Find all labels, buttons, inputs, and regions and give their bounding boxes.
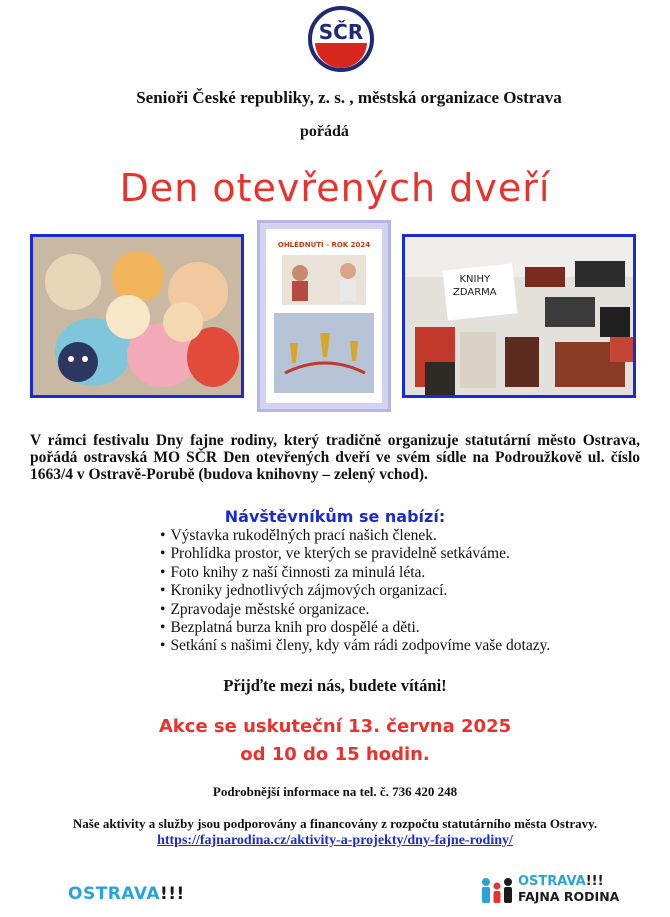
list-item: • Bezplatná burza knih pro dospělé a děti. xyxy=(160,619,550,637)
presents-label: pořádá xyxy=(300,123,349,140)
booklet-caption: OHLÉDNUTÍ - ROK 2024 xyxy=(277,241,371,249)
list-item: • Zpravodaje městské organizace. xyxy=(160,601,550,619)
festival-link[interactable]: https://fajnarodina.cz/aktivity-a-projekty/dny-fajne-rodiny/ xyxy=(157,833,513,848)
photo-booklet xyxy=(257,220,391,412)
welcome-text: Přijďte mezi nás, budete vítáni! xyxy=(223,676,447,695)
ostrava-logo: OSTRAVA!!! xyxy=(68,884,185,904)
list-item: • Prohlídka prostor, ve kterých se pravidelně setkáváme. xyxy=(160,545,550,563)
offer-heading: Návštěvníkům se nabízí: xyxy=(224,507,446,526)
organization-name: Senioři České republiky, z. s. , městská organizace Ostrava xyxy=(136,88,562,107)
photo-free-books xyxy=(402,234,636,398)
support-note: Naše aktivity a služby jsou podporovány a financovány z rozpočtu statutárního města Ostravy. xyxy=(72,816,598,831)
list-item: • Kroniky jednotlivých zájmových organizací. xyxy=(160,582,550,600)
list-item: • Foto knihy z naší činnosti za minulá léta. xyxy=(160,564,550,582)
fajna-logo-subtitle: FAJNA RODINA xyxy=(518,889,620,904)
event-date: Akce se uskuteční 13. června 2025 xyxy=(158,716,512,737)
list-item: • Setkání s našimi členy, kdy vám rádi zodpovíme vaše dotazy. xyxy=(160,637,550,655)
logo-letters: SČR xyxy=(318,20,364,44)
event-time: od 10 do 15 hodin. xyxy=(240,744,430,765)
photo-crochet-toys xyxy=(30,234,244,398)
fajna-logo-word: OSTRAVA!!! xyxy=(518,874,604,889)
event-title: Den otevřených dveří xyxy=(119,166,551,210)
contact-info: Podrobnější informace na tel. č. 736 420 248 xyxy=(212,784,458,799)
intro-paragraph: V rámci festivalu Dny fajne rodiny, který tradičně organizuje statutární město Ostrava, pořádá ostravská MO SČR Den otevřených dveří ve svém sídle na Podroužkově ul. číslo 1663/4 v Ostravě-Porubě (budova knihovny – zelený vchod). xyxy=(30,432,640,483)
free-books-sign: KNIHY ZDARMA xyxy=(453,274,497,298)
offer-list xyxy=(160,527,550,656)
scr-logo xyxy=(308,6,374,72)
family-icon xyxy=(480,876,514,906)
list-item: • Výstavka rukodělných prací našich členek. xyxy=(160,527,550,545)
fajna-rodina-logo xyxy=(480,874,620,910)
